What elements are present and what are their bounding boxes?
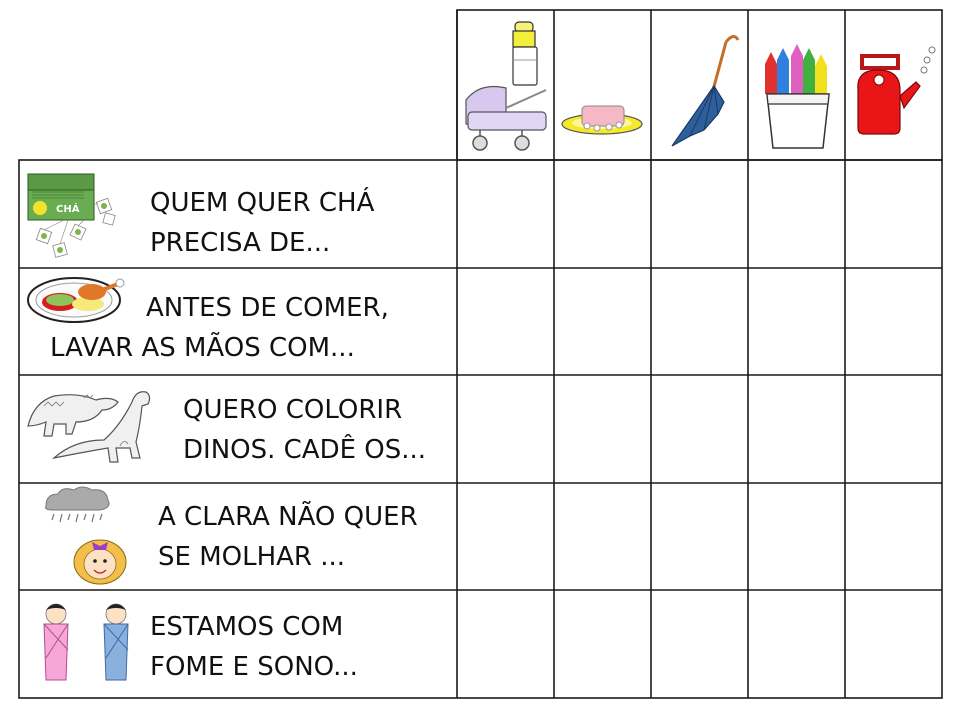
clue-line: DINOS. CADÊ OS... [183, 435, 427, 465]
answer-cell[interactable] [652, 376, 747, 482]
tea-box-icon [24, 164, 124, 264]
babies-icon [40, 598, 140, 684]
answer-cell[interactable] [555, 591, 650, 697]
tea-label: CHÁ [56, 204, 80, 215]
answer-cell[interactable] [555, 269, 650, 374]
answer-cell[interactable] [458, 484, 553, 589]
dinosaurs-icon [24, 382, 160, 466]
clue-line: QUERO COLORIR [183, 395, 403, 425]
clue-line: FOME E SONO... [150, 652, 358, 682]
clue-line: A CLARA NÃO QUER [158, 502, 418, 532]
clue-line: PRECISA DE... [150, 228, 331, 258]
answer-cell[interactable] [846, 269, 941, 374]
answer-cell[interactable] [749, 484, 844, 589]
rain-cloud-girl-icon [40, 486, 136, 586]
answer-cell[interactable] [555, 484, 650, 589]
answer-cell[interactable] [458, 269, 553, 374]
answer-cell[interactable] [555, 161, 650, 267]
clue-text-3 [183, 390, 426, 470]
answer-cell[interactable] [846, 484, 941, 589]
answer-cell[interactable] [458, 591, 553, 697]
clue-text-2 [50, 288, 389, 368]
clue-text-4 [158, 497, 418, 577]
answer-cell[interactable] [458, 376, 553, 482]
colored-pencils-icon [751, 12, 843, 158]
answer-cell[interactable] [458, 161, 553, 267]
answer-cell[interactable] [749, 376, 844, 482]
clue-line: LAVAR AS MÃOS COM... [50, 333, 355, 363]
clue-line: QUEM QUER CHÁ [150, 188, 375, 218]
answer-cell[interactable] [846, 591, 941, 697]
answer-cell[interactable] [652, 269, 747, 374]
clue-line: ESTAMOS COM [150, 612, 344, 642]
clue-text-5 [150, 607, 358, 687]
answer-cell[interactable] [749, 591, 844, 697]
answer-cell[interactable] [555, 376, 650, 482]
answer-cell[interactable] [846, 161, 941, 267]
soap-icon [557, 12, 649, 158]
pram-and-bottle-icon [460, 12, 552, 158]
answer-cell[interactable] [652, 484, 747, 589]
kettle-icon [848, 12, 940, 158]
umbrella-icon [654, 12, 746, 158]
answer-cell[interactable] [749, 161, 844, 267]
answer-cell[interactable] [652, 591, 747, 697]
clue-line: ANTES DE COMER, [146, 293, 389, 323]
answer-cell[interactable] [652, 161, 747, 267]
clue-text-1 [150, 183, 374, 263]
answer-cell[interactable] [749, 269, 844, 374]
answer-cell[interactable] [846, 376, 941, 482]
clue-line: SE MOLHAR ... [158, 542, 346, 572]
